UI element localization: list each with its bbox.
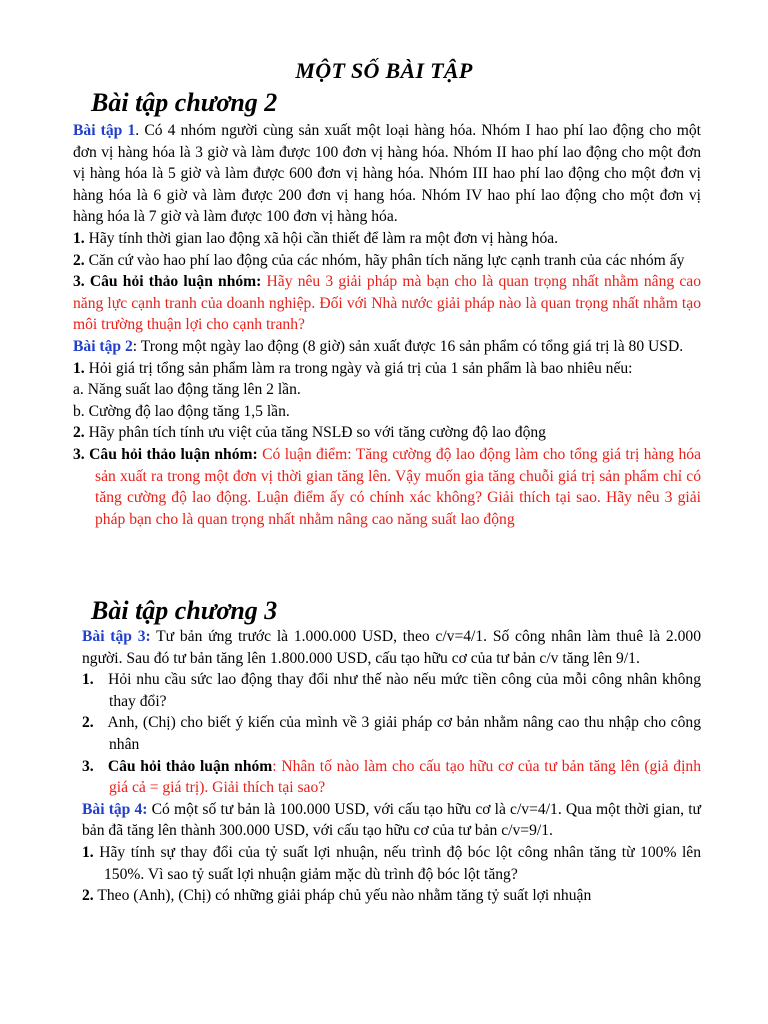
question-number: 1. xyxy=(73,229,85,247)
question-text: Hỏi giá trị tổng sản phẩm làm ra trong ngày và giá trị của 1 sản phẩm là bao nhiêu nếu: xyxy=(84,359,633,377)
exercise-4-question-1 xyxy=(82,842,701,885)
question-text: Hãy phân tích tính ưu việt của tăng NSLĐ so với tăng cường độ lao động xyxy=(84,424,546,442)
question-number: 1. xyxy=(73,359,85,377)
exercise-1-question-2 xyxy=(73,250,701,272)
chapter-2-heading: Bài tập chương 2 xyxy=(91,88,278,117)
discussion-text: Hãy nêu 3 giải pháp mà bạn cho là quan trọng nhất nhằm nâng cao năng lực cạnh tranh của doanh nghiệp. Đối với Nhà nước giải pháp nào là quan trọng nhất nhằm tạo môi trường thuận lợi cho cạnh tranh? xyxy=(73,273,701,334)
chapter-3-heading: Bài tập chương 3 xyxy=(91,596,278,625)
question-text: Hãy tính thời gian lao động xã hội cần thiết để làm ra một đơn vị hàng hóa. xyxy=(84,229,559,247)
document-title: MỘT SỐ BÀI TẬP xyxy=(295,58,473,83)
discussion-label: 3. Câu hỏi thảo luận nhóm xyxy=(73,273,257,291)
exercise-2-question-2 xyxy=(73,422,701,444)
discussion-text: Có luận điểm: Tăng cường độ lao động làm cho tổng giá trị hàng hóa sản xuất ra trong một đơn vị thời gian tăng lên. Vậy muốn gia tăng chuỗi giá trị sản phẩm chỉ có tăng cường độ lao động. Luận điểm ấy có chính xác không? Giải thích tại sao. Hãy nêu 3 giải pháp bạn cho là quan trọng nhất nhằm nâng cao năng suất lao động xyxy=(95,445,701,528)
exercise-2-label: Bài tập 2 xyxy=(73,337,133,355)
exercise-3-label: Bài tập 3: xyxy=(82,628,151,645)
exercise-4-intro xyxy=(82,799,701,842)
question-number: 2. xyxy=(82,887,94,905)
exercise-2-option-b: b. Cường độ lao động tăng 1,5 lần. xyxy=(73,402,290,420)
discussion-text: : Nhân tố nào làm cho cấu tạo hữu cơ của tư bản tăng lên (giả định giá cả = giá trị). Giải thích tại sao? xyxy=(109,757,701,797)
question-text: Hãy tính sự thay đổi của tỷ suất lợi nhuận, nếu trình độ bóc lột công nhân tăng từ 100% lên 150%. Vì sao tỷ suất lợi nhuận giảm mặc dù trình độ bóc lột tăng? xyxy=(93,843,701,883)
exercise-3-question-3 xyxy=(82,756,701,799)
exercise-1-question-3 xyxy=(73,271,701,336)
exercise-1-question-1 xyxy=(73,228,701,250)
exercise-4-text: Có một số tư bản là 100.000 USD, với cấu tạo hữu cơ là c/v=4/1. Qua một thời gian, tư bản đã tăng lên thành 300.000 USD, với cấu tạo hữu cơ của tư bản c/v=9/1. xyxy=(82,800,701,840)
exercise-1-label: Bài tập 1 xyxy=(73,122,136,139)
discussion-colon: : xyxy=(256,273,267,291)
exercise-2-intro xyxy=(73,336,701,358)
chapter-2-section xyxy=(73,120,701,530)
exercise-2-text: : Trong một ngày lao động (8 giờ) sản xuất được 16 sản phẩm có tổng giá trị là 80 USD. xyxy=(132,337,684,355)
question-text: Căn cứ vào hao phí lao động của các nhóm, hãy phân tích năng lực cạnh tranh của các nhóm ấy xyxy=(84,251,685,269)
exercise-4-question-2 xyxy=(82,885,701,907)
question-number: 2. xyxy=(82,714,94,732)
exercise-1-intro xyxy=(73,120,701,228)
question-number: 3. xyxy=(82,757,94,775)
exercise-4-label: Bài tập 4: xyxy=(82,800,148,818)
exercise-2-question-1 xyxy=(73,358,701,380)
exercise-2-option-a: a. Năng suất lao động tăng lên 2 lần. xyxy=(73,381,301,399)
chapter-3-section xyxy=(82,626,701,907)
exercise-3-text: Tư bản ứng trước là 1.000.000 USD, theo c/v=4/1. Số công nhân làm thuê là 2.000 người. Sau đó tư bản tăng lên 1.800.000 USD, cấu tạo hữu cơ của tư bản c/v tăng lên 9/1. xyxy=(82,628,701,667)
question-number: 2. xyxy=(73,251,85,269)
exercise-3-question-2 xyxy=(82,712,701,755)
discussion-label: Câu hỏi thảo luận nhóm xyxy=(107,757,273,775)
question-number: 2. xyxy=(73,424,85,442)
question-text: Theo (Anh), (Chị) có những giải pháp chủ yếu nào nhằm tăng tỷ suất lợi nhuận xyxy=(93,887,592,905)
question-text: Anh, (Chị) cho biết ý kiến của mình về 3 giải pháp cơ bản nhằm nâng cao thu nhập cho công nhân xyxy=(107,714,701,753)
question-number: 1. xyxy=(82,671,94,689)
question-text: Hỏi nhu cầu sức lao động thay đổi như thế nào nếu mức tiền công của mỗi công nhân không thay đổi? xyxy=(108,671,701,710)
exercise-1-text: . Có 4 nhóm người cùng sản xuất một loại hàng hóa. Nhóm I hao phí lao động cho một đơn vị hàng hóa là 3 giờ và làm được 100 đơn vị hàng hóa. Nhóm II hao phí lao động cho một đơn vị hàng hóa là 5 giờ và làm được 600 đơn vị hàng hóa. Nhóm III hao phí lao động cho một đơn vị hàng hóa là 6 giờ và làm được 200 đơn vị hang hóa. Nhóm IV hao phí lao động cho một đơn vị hàng hóa là 7 giờ và làm được 100 đơn vị hàng hóa. xyxy=(73,122,701,226)
question-number: 1. xyxy=(82,843,94,861)
exercise-3-question-1 xyxy=(82,669,701,712)
exercise-2-question-3 xyxy=(73,444,701,530)
discussion-label: 3. Câu hỏi thảo luận nhóm: xyxy=(73,445,258,463)
exercise-3-intro xyxy=(82,626,701,669)
